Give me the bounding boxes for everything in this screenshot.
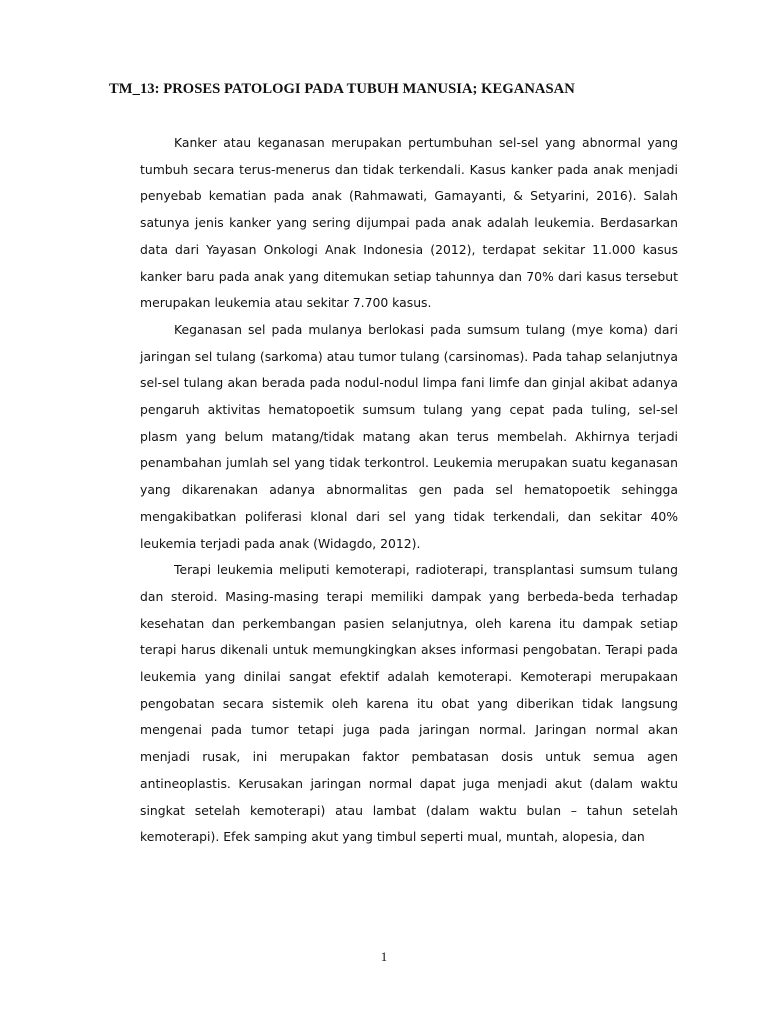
document-body [140, 130, 678, 851]
paragraph-1: Kanker atau keganasan merupakan pertumbuhan sel-sel yang abnormal yang tumbuh secara terus-menerus dan tidak terkendali. Kasus kanker pada anak menjadi penyebab kematian pada anak (Rahmawati, Gamayanti, & Setyarini, 2016). Salah satunya jenis kanker yang sering dijumpai pada anak adalah leukemia. Berdasarkan data dari Yayasan Onkologi Anak Indonesia (2012), terdapat sekitar 11.000 kasus kanker baru pada anak yang ditemukan setiap tahunnya dan 70% dari kasus tersebut merupakan leukemia atau sekitar 7.700 kasus. [140, 135, 678, 311]
paragraph-3: Terapi leukemia meliputi kemoterapi, radioterapi, transplantasi sumsum tulang dan steroid. Masing-masing terapi memiliki dampak yang berbeda-beda terhadap kesehatan dan perkembangan pasien selanjutnya, oleh karena itu dampak setiap terapi harus dikenali untuk memungkingkan akses informasi pengobatan. Terapi pada leukemia yang dinilai sangat efektif adalah kemoterapi. Kemoterapi merupakaan pengobatan secara sistemik oleh karena itu obat yang diberikan tidak langsung mengenai pada tumor tetapi juga pada jaringan normal. Jaringan normal akan menjadi rusak, ini merupakan faktor pembatasan dosis untuk semua agen antineoplastis. Kerusakan jaringan normal dapat juga menjadi akut (dalam waktu singkat setelah kemoterapi) atau lambat (dalam waktu bulan – tahun setelah kemoterapi). Efek samping akut yang timbul seperti mual, muntah, alopesia, dan [140, 562, 678, 845]
document-title: TM_13: PROSES PATOLOGI PADA TUBUH MANUSIA; KEGANASAN [109, 81, 575, 97]
page-number: 1 [380, 949, 388, 964]
paragraph-2: Keganasan sel pada mulanya berlokasi pada sumsum tulang (mye koma) dari jaringan sel tulang (sarkoma) atau tumor tulang (carsinomas). Pada tahap selanjutnya sel-sel tulang akan berada pada nodul-nodul limpa fani limfe dan ginjal akibat adanya pengaruh aktivitas hematopoetik sumsum tulang yang cepat pada tuling, sel-sel plasm yang belum matang/tidak matang akan terus membelah. Akhirnya terjadi penambahan jumlah sel yang tidak terkontrol. Leukemia merupakan suatu keganasan yang dikarenakan adanya abnormalitas gen pada sel hematopoetik sehingga mengakibatkan poliferasi klonal dari sel yang tidak terkendali, dan sekitar 40% leukemia terjadi pada anak (Widagdo, 2012). [140, 321, 678, 551]
